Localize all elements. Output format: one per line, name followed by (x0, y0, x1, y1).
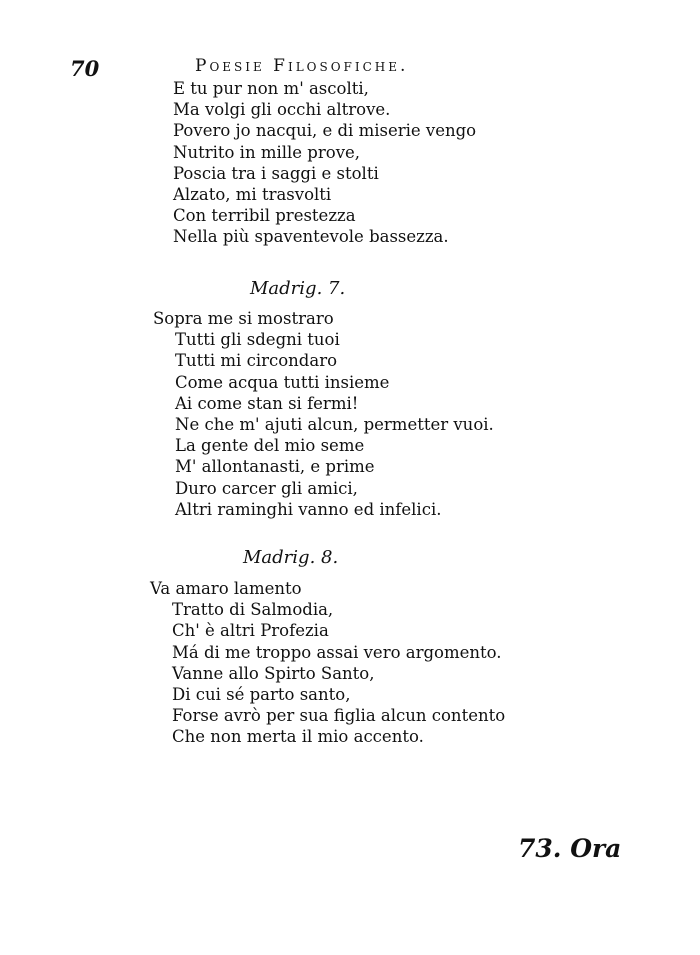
verse-line: E tu pur non m' ascolti, (173, 79, 369, 98)
stanza-continued (173, 78, 476, 248)
madrigal-8-heading: Madrig. 8. (243, 547, 339, 568)
verse-line: Duro carcer gli amici, (175, 478, 358, 498)
verse-line: Alzato, mi trasvolti (173, 185, 332, 205)
verse-line: Come acqua tutti insieme (175, 372, 390, 392)
madrigal-8-text (150, 578, 505, 748)
verse-line: Che non merta il mio accento. (172, 727, 424, 747)
verse-line: Va amaro lamento (150, 579, 302, 598)
verse-line: Ch' è altri Profezia (172, 621, 329, 641)
verse-line: Sopra me si mostraro (153, 309, 334, 328)
verse-line: Tutti gli sdegni tuoi (175, 330, 340, 350)
verse-line: Di cui sé parto santo, (172, 685, 351, 705)
verse-line: M' allontanasti, e prime (175, 457, 375, 477)
page-number: 70 (70, 56, 100, 81)
verse-line: Ai come stan si fermi! (175, 393, 359, 413)
running-title: Poesie Filosofiche. (195, 56, 409, 76)
verse-line: Vanne allo Spirto Santo, (172, 663, 375, 683)
verse-line: Con terribil prestezza (173, 206, 356, 226)
verse-line: Tratto di Salmodia, (172, 600, 334, 620)
verse-line: Ne che m' ajuti alcun, permetter vuoi. (175, 415, 494, 435)
verse-line: Tutti mi circondaro (175, 351, 338, 371)
verse-line: Altri raminghi vanno ed infelici. (175, 499, 442, 519)
madrigal-7-text (153, 308, 494, 520)
verse-line: Poscia tra i saggi e stolti (173, 163, 379, 183)
verse-line: Má di me troppo assai vero argomento. (172, 642, 502, 662)
verse-line: Ma volgi gli occhi altrove. (173, 100, 391, 120)
verse-line: La gente del mio seme (175, 436, 365, 456)
catchword: 73. Ora (518, 834, 622, 863)
madrigal-7-heading: Madrig. 7. (250, 278, 346, 299)
verse-line: Povero jo nacqui, e di miserie vengo (173, 121, 477, 141)
verse-line: Forse avrò per sua figlia alcun contento (172, 706, 506, 726)
verse-line: Nella più spaventevole bassezza. (173, 227, 449, 247)
verse-line: Nutrito in mille prove, (173, 142, 361, 162)
